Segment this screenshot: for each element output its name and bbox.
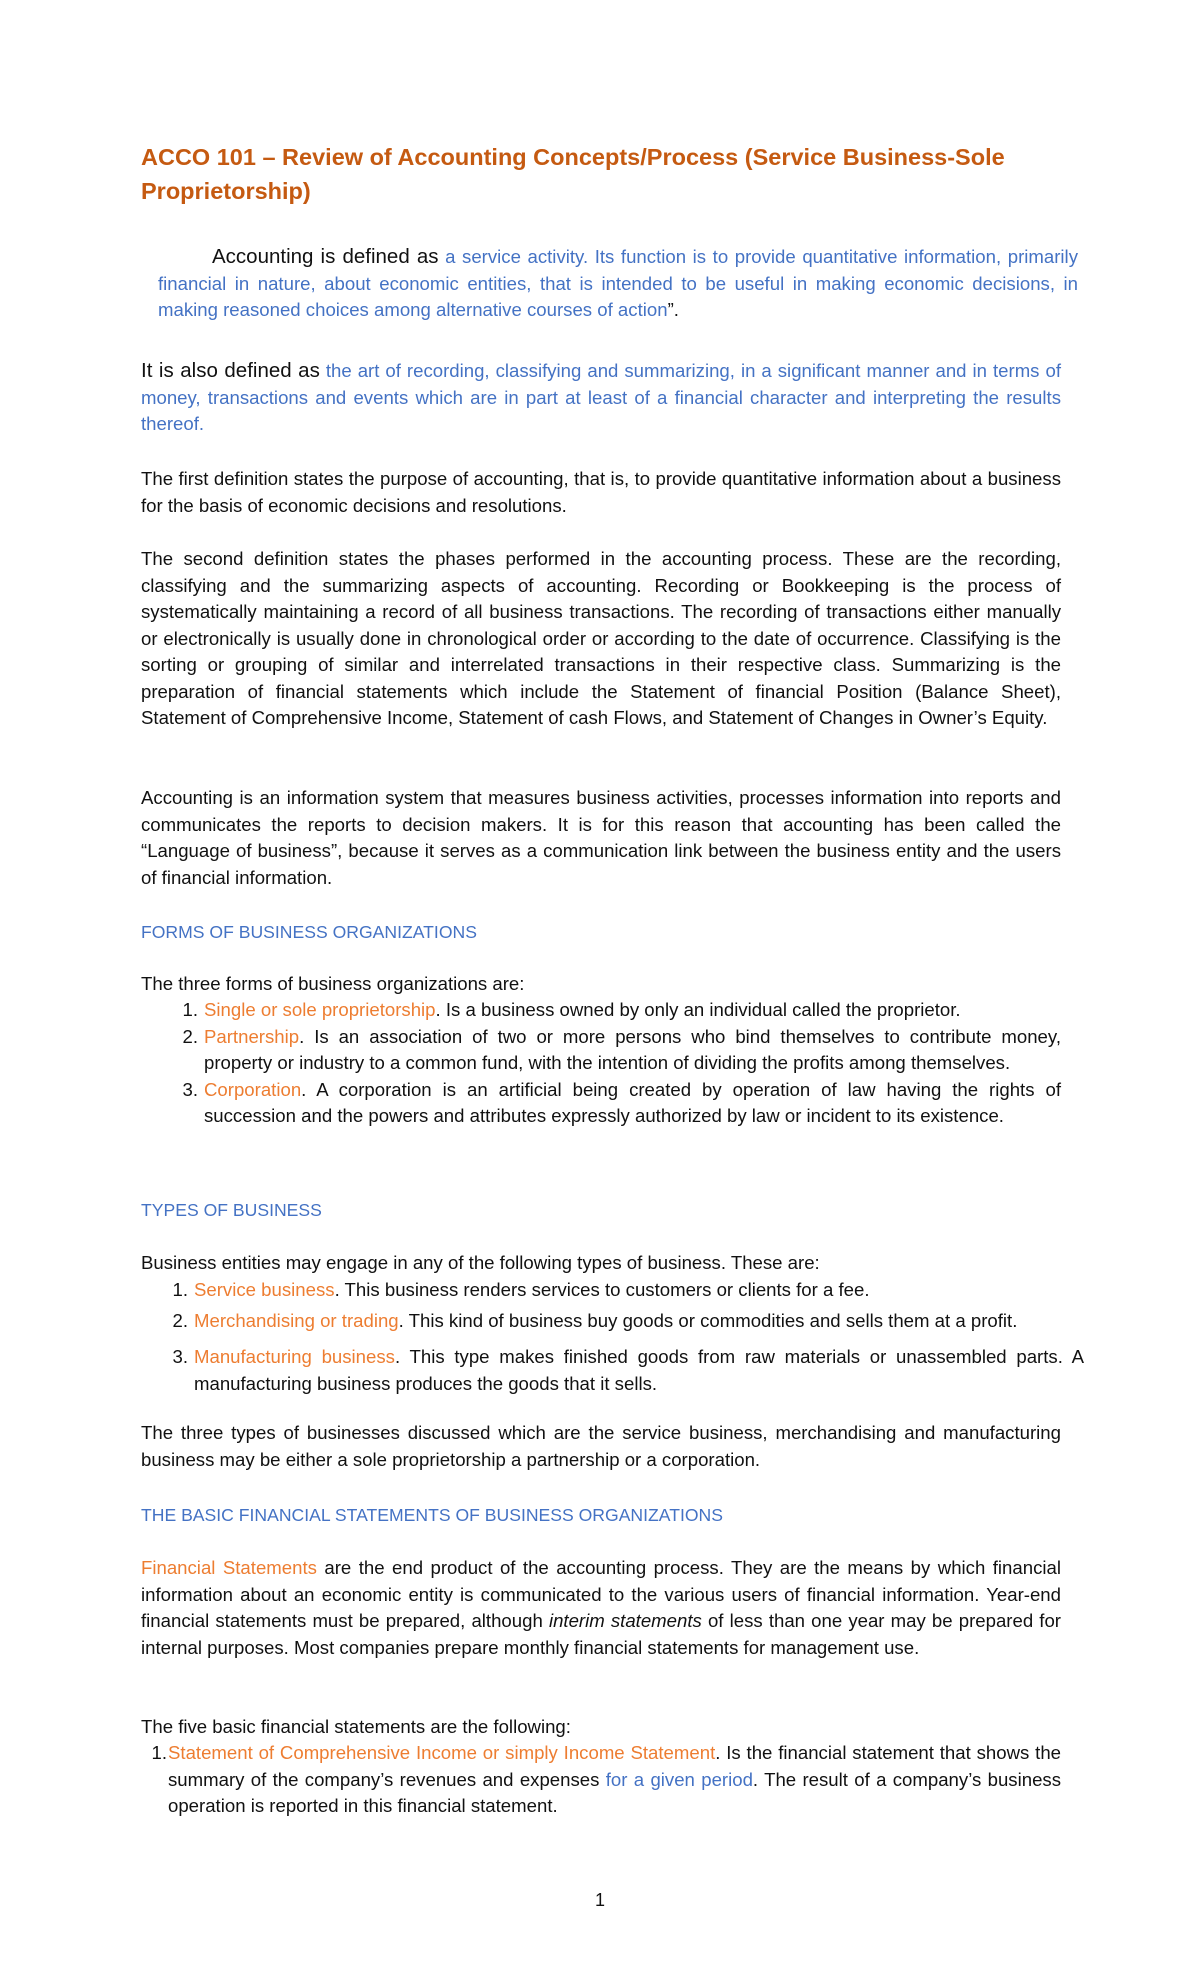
fs-item-text-a: . Is the financial statement that shows the summary of the company’s revenues and expenses <box>168 1742 1061 1790</box>
fs-intro: The five basic financial statements are the following: <box>141 1716 571 1737</box>
definition-two <box>141 358 1061 438</box>
list-number: 2. <box>182 1025 198 1047</box>
fs-item-text-b: . The result of a company’s business operation is reported in this financial statement. <box>168 1768 1061 1816</box>
fs-list <box>151 1740 1061 1820</box>
list-number: 3. <box>182 1078 198 1100</box>
forms-list <box>182 997 1061 1130</box>
forms-item-text: . Is a business owned by only an individual called the proprietor. <box>435 999 961 1020</box>
list-number: 1. <box>151 1742 167 1763</box>
forms-item-text: . Is an association of two or more persons who bind themselves to contribute money, property or industry to a common fund, with the intention of dividing the profits among themselves. <box>204 1025 1061 1073</box>
heading-financial-statements: THE BASIC FINANCIAL STATEMENTS OF BUSINESS ORGANIZATIONS <box>141 1505 723 1525</box>
term-income-statement: Statement of Comprehensive Income or simply Income Statement <box>168 1742 716 1763</box>
types-item-manufacturing <box>172 1344 1084 1397</box>
term-financial-statements: Financial Statements <box>141 1557 317 1578</box>
forms-item-text: . A corporation is an artificial being created by operation of law having the rights of succession and the powers and attributes expressly authorized by law or incident to its existence. <box>204 1078 1061 1126</box>
definition-one-end: ”. <box>667 299 679 320</box>
definition-two-quote: the art of recording, classifying and summarizing, in a significant manner and in terms of money, transactions and events which are in part at least of a financial character and interpreting the results thereof. <box>141 360 1061 434</box>
fs-text-a: are the end product of the accounting process. They are the means by which financial information about an economic entity is communicated to the various users of financial information. Year-end financial statements must be prepared, although <box>141 1557 1061 1631</box>
definition-one <box>158 244 1078 324</box>
term-service-business: Service business <box>194 1279 335 1300</box>
heading-forms-of-business: FORMS OF BUSINESS ORGANIZATIONS <box>141 922 477 942</box>
list-number: 1. <box>172 1279 188 1300</box>
list-number: 3. <box>172 1346 188 1367</box>
list-number: 1. <box>182 999 198 1020</box>
types-item-merchandising <box>172 1308 1084 1335</box>
document-title: ACCO 101 – Review of Accounting Concepts/Process (Service Business-Sole Proprietorship) <box>141 144 1005 204</box>
heading-types-of-business: TYPES OF BUSINESS <box>141 1200 322 1220</box>
definition-one-lead: Accounting is defined as <box>212 245 439 268</box>
types-item-text: . This kind of business buy goods or commodities and sells them at a profit. <box>398 1309 1018 1331</box>
types-summary: The three types of businesses discussed which are the service business, merchandising and manufacturing business may be either a sole proprietorship a partnership or a corporation. <box>141 1422 1061 1470</box>
fs-italic-interim: interim statements <box>548 1610 702 1631</box>
paragraph-first-definition: The first definition states the purpose of accounting, that is, to provide quantitative information about a business for the basis of economic decisions and resolutions. <box>141 468 1061 516</box>
term-corporation: Corporation <box>204 1078 302 1100</box>
forms-item-corporation <box>182 1077 1061 1130</box>
term-merchandising: Merchandising or trading <box>194 1309 399 1331</box>
paragraph-information-system: Accounting is an information system that measures business activities, processes information into reports and communicates the reports to decision makers. It is for this reason that accounting has been called the “Language of business”, because it serves as a communication link between the business entity and the users of financial information. <box>141 787 1061 888</box>
page-number: 1 <box>594 1890 605 1910</box>
fs-text-b: of less than one year may be prepared for internal purposes. Most companies prepare monthly financial statements for management use. <box>141 1610 1062 1658</box>
term-sole-proprietorship: Single or sole proprietorship <box>204 999 436 1020</box>
types-intro: Business entities may engage in any of the following types of business. These are: <box>141 1252 820 1273</box>
financial-statements-paragraph <box>141 1555 1061 1661</box>
term-partnership: Partnership <box>204 1025 300 1047</box>
definition-two-lead: It is also defined as <box>141 359 320 382</box>
forms-item-sole-proprietorship <box>182 997 1061 1024</box>
definition-one-quote: a service activity. Its function is to provide quantitative information, primarily financial in nature, about economic entities, that is intended to be useful in making economic decisions, in making reasoned choices among alternative courses of action <box>158 246 1078 320</box>
types-list <box>172 1277 1084 1397</box>
fs-item-highlight: for a given period <box>605 1768 753 1790</box>
term-manufacturing-business: Manufacturing business <box>194 1346 395 1367</box>
fs-item-income-statement <box>151 1740 1061 1820</box>
paragraph-second-definition: The second definition states the phases performed in the accounting process. These are the recording, classifying and the summarizing aspects of accounting. Recording or Bookkeeping is the process of systematically maintaining a record of all business transactions. The recording of transactions either manually or electronically is usually done in chronological order or according to the date of occurrence. Classifying is the sorting or grouping of similar and interrelated transactions in their respective class. Summarizing is the preparation of financial statements which include the Statement of financial Position (Balance Sheet), Statement of Comprehensive Income, Statement of cash Flows, and Statement of Changes in Owner’s Equity. <box>141 548 1061 728</box>
types-item-text: . This type makes finished goods from raw materials or unassembled parts. A manufacturing business produces the goods that it sells. <box>194 1346 1084 1394</box>
types-item-text: . This business renders services to customers or clients for a fee. <box>334 1279 870 1300</box>
forms-intro: The three forms of business organizations are: <box>141 973 525 994</box>
types-item-service <box>172 1277 1084 1304</box>
list-number: 2. <box>172 1309 188 1331</box>
forms-item-partnership <box>182 1024 1061 1077</box>
